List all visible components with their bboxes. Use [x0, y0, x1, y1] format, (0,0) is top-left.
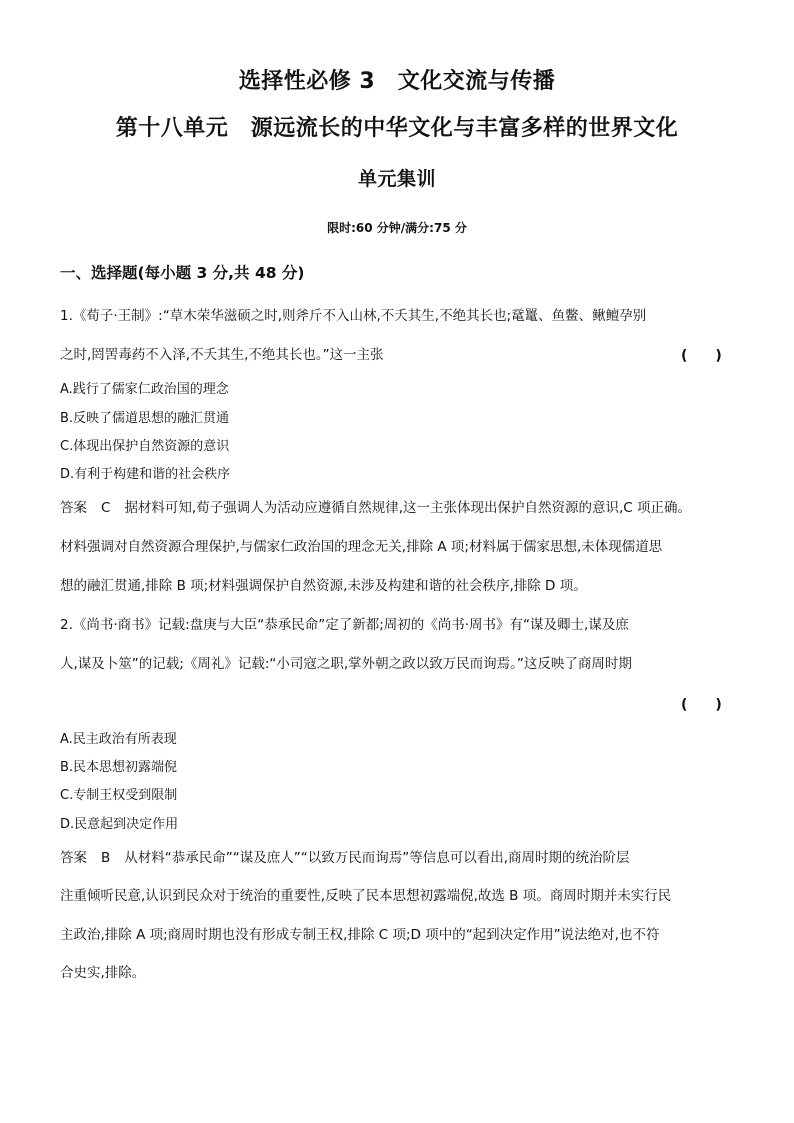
- q2-answer-line-3: 主政治,排除 A 项;商周时期也没有形成专制王权,排除 C 项;D 项中的“起到决定作用”说法绝对,也不符: [60, 927, 660, 943]
- answer-label: 答案: [60, 850, 87, 866]
- q2-answer-text: 从材料“恭承民命”“谋及庶人”“以致万民而询焉”等信息可以看出,商周时期的统治阶层: [124, 850, 630, 866]
- q1-option-d: D.有利于构建和谐的社会秩序: [60, 467, 231, 482]
- q2-answer-letter: B: [101, 850, 111, 866]
- q2-option-b: B.民本思想初露端倪: [60, 760, 178, 775]
- q2-option-a: A.民主政治有所表现: [60, 732, 177, 747]
- unit-title: 第十八单元 源远流长的中华文化与丰富多样的世界文化: [115, 116, 679, 141]
- page-subtitle: 单元集训: [357, 168, 436, 190]
- q2-option-d: D.民意起到决定作用: [60, 817, 179, 832]
- q2-option-c: C.专制王权受到限制: [60, 788, 178, 803]
- q2-stem-line-1: 2.《尚书·商书》记载:盘庚与大臣“恭承民命”定了新都;周初的《尚书·周书》有“谋及卿士,谋及庶: [60, 617, 629, 633]
- q1-answer-line-2: 材料强调对自然资源合理保护,与儒家仁政治国的理念无关,排除 A 项;材料属于儒家思想,未体现儒道思: [60, 539, 663, 555]
- q1-stem-line-1: 1.《荀子·王制》:“草木荣华滋硕之时,则斧斤不入山林,不夭其生,不绝其长也;鼋鼍、鱼鳖、鳅鳣孕别: [60, 308, 647, 324]
- q1-stem-line-2: 之时,罔罟毒药不入泽,不夭其生,不绝其长也。”这一主张: [60, 347, 384, 363]
- q2-stem-line-2: 人,谋及卜筮”的记载;《周礼》记载:“小司寇之职,掌外朝之政以致万民而询焉。”这反映了商周时期: [60, 656, 632, 672]
- q1-answer-bracket: ( ): [681, 348, 722, 364]
- q1-answer-line-1: [60, 498, 691, 518]
- q2-answer-bracket: ( ): [681, 697, 722, 713]
- time-score-limit: 限时:60 分钟/满分:75 分: [327, 221, 467, 235]
- q2-answer-line-4: 合史实,排除。: [60, 965, 146, 981]
- q1-answer-letter: C: [101, 500, 111, 516]
- q1-answer-line-3: 想的融汇贯通,排除 B 项;材料强调保护自然资源,未涉及构建和谐的社会秩序,排除 D 项。: [60, 578, 587, 594]
- q1-option-c: C.体现出保护自然资源的意识: [60, 439, 230, 454]
- q2-answer-line-1: [60, 848, 630, 868]
- answer-label: 答案: [60, 500, 87, 516]
- q1-answer-text: 据材料可知,荀子强调人为活动应遵循自然规律,这一主张体现出保护自然资源的意识,C 项正确。: [124, 500, 692, 516]
- book-title: 选择性必修 3 文化交流与传播: [238, 69, 556, 94]
- q2-answer-line-2: 注重倾听民意,认识到民众对于统治的重要性,反映了民本思想初露端倪,故选 B 项。商周时期并未实行民: [60, 888, 672, 904]
- q1-option-b: B.反映了儒道思想的融汇贯通: [60, 411, 230, 426]
- q1-option-a: A.践行了儒家仁政治国的理念: [60, 382, 229, 397]
- section-heading: 一、选择题(每小题 3 分,共 48 分): [60, 264, 305, 282]
